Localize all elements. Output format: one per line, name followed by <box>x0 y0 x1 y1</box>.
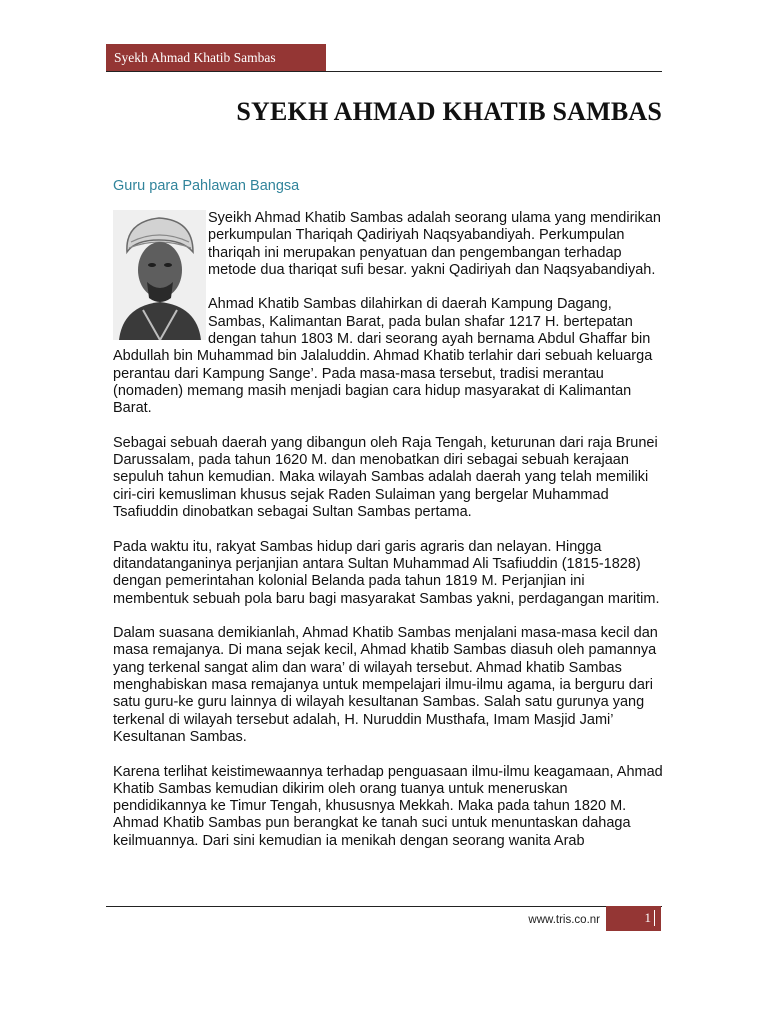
document-title: SYEKH AHMAD KHATIB SAMBAS <box>236 97 662 126</box>
portrait-photo <box>113 210 206 340</box>
document-subtitle: Guru para Pahlawan Bangsa <box>113 178 300 194</box>
header-tab: Syekh Ahmad Khatib Sambas <box>106 44 326 71</box>
page-number: 1 <box>645 910 656 926</box>
paragraph: Syeikh Ahmad Khatib Sambas adalah seorang ulama yang mendirikan perkumpulan Thariqah Qadiriyah Naqsyabandiyah. Perkumpulan thariqah ini merupakan penyatuan dan pengembangan terhadap metode dua thariqat sufi besar. yakni Qadiriyah dan Naqsyabandiyah. <box>208 210 661 278</box>
paragraph: Karena terlihat keistimewaannya terhadap penguasaan ilmu-ilmu keagamaan, Ahmad Khatib Sambas kemudian dikirim oleh orang tuanya untuk meneruskan pendidikannya ke Timur Tengah, khususnya Mekkah. Maka pada tahun 1820 M. Ahmad Khatib Sambas pun berangkat ke tanah suci untuk menuntaskan dahaga keilmuannya. Dari sini kemudian ia menikah dengan seorang wanita Arab <box>113 763 663 849</box>
page-number-box <box>606 906 661 931</box>
header-divider <box>106 71 662 72</box>
paragraph: Sebagai sebuah daerah yang dibangun oleh Raja Tengah, keturunan dari raja Brunei Darussalam, pada tahun 1620 M. dan menobatkan diri sebagai sebuah kerajaan sepuluh tahun kemudian. Maka wilayah Sambas adalah daerah yang telah memiliki ciri-ciri kemusliman khusus sejak Raden Sulaiman yang bergelar Muhammad Tsafiuddin dinobatkan sebagai Sultan Sambas pertama. <box>113 434 658 521</box>
footer-divider <box>106 906 662 907</box>
paragraph: Dalam suasana demikianlah, Ahmad Khatib Sambas menjalani masa-masa kecil dan masa remajanya. Di mana sejak kecil, Ahmad khatib Sambas diasuh oleh pamannya yang terkenal sangat alim dan wara’ di wilayah tersebut. Ahmad khatib Sambas menghabiskan masa remajanya untuk mempelajari ilmu-ilmu agama, ia berguru dari satu guru-ke guru lainnya di wilayah kesultanan Sambas. Salah satu gurunya yang terkenal di wilayah tersebut adalah, H. Nuruddin Musthafa, Imam Masjid Jami’ Kesultanan Sambas. <box>113 625 658 745</box>
article-body <box>113 210 663 867</box>
footer-url: www.tris.co.nr <box>528 914 600 926</box>
paragraph: Ahmad Khatib Sambas dilahirkan di daerah Kampung Dagang, Sambas, Kalimantan Barat, pada bulan shafar 1217 H. bertepatan dengan tahun 1803 M. dari seorang ayah bernama Abdul Ghaffar bin Abdullah bin Muhammad bin Jalaluddin. Ahmad Khatib terlahir dari sebuah keluarga perantau dari Kampung Sange’. Pada masa-masa tersebut, tradisi merantau (nomaden) memang masih menjadi bagian cara hidup masyarakat di Kalimantan Barat. <box>113 296 653 417</box>
paragraph: Pada waktu itu, rakyat Sambas hidup dari garis agraris dan nelayan. Hingga ditandatanganinya perjanjian antara Sultan Muhammad Ali Tsafiuddin (1815-1828) dengan pemerintahan kolonial Belanda pada tahun 1819 M. Perjanjian ini membentuk sebuah pola baru bagi masyarakat Sambas yakni, perdagangan maritim. <box>113 538 660 607</box>
